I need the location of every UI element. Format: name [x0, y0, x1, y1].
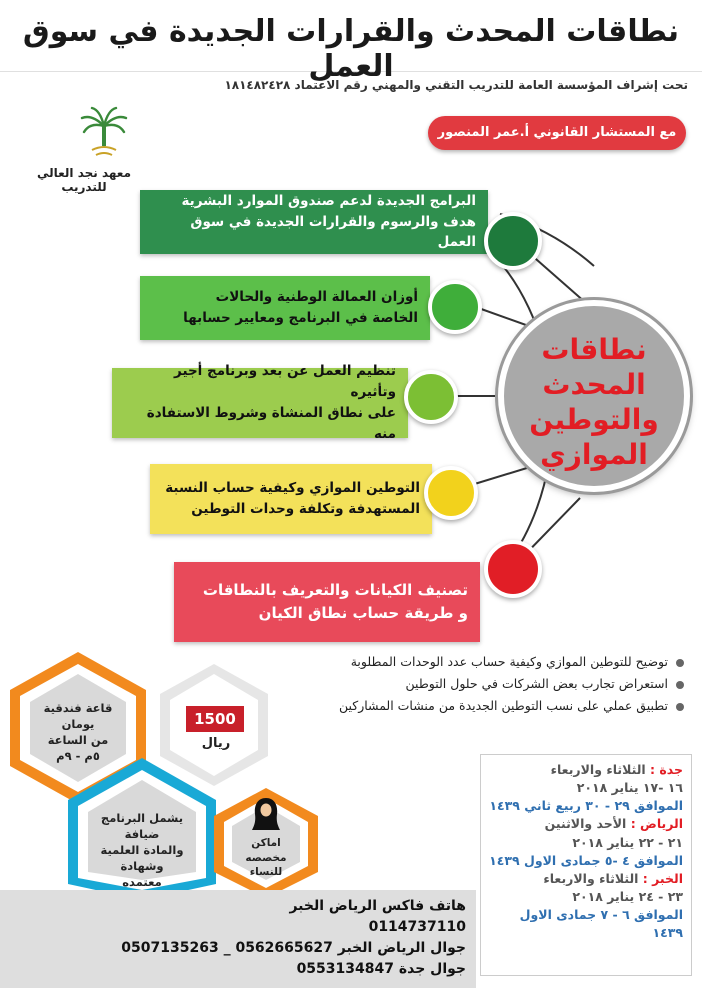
palm-tree-logo-icon — [78, 104, 130, 160]
phone-fax-number[interactable]: 0114737110 — [368, 919, 466, 935]
woman-icon — [250, 796, 282, 830]
schedule-riyadh-heading: الرياض : الأحد والاثنين — [544, 816, 683, 832]
center-line-2: المحدث — [542, 368, 646, 401]
institute-name: معهد نجد العالي للتدريب — [36, 166, 132, 194]
topic-2-line-2: الخاصة في البرنامج ومعايير حسابها — [183, 310, 418, 326]
topic-box-4 — [150, 464, 432, 534]
price-badge: 1500 — [186, 706, 244, 732]
contact-label: هاتف فاكس الرياض الخبر — [289, 898, 466, 914]
topic-box-2 — [140, 276, 430, 340]
schedule-khobar-hijri: الموافق ٦ - ٧ جمادى الاول ١٤٣٩ — [519, 907, 683, 941]
topic-5-line-1: تصنيف الكيانات والتعريف بالنطاقات — [202, 580, 468, 599]
mobile-line — [110, 938, 466, 959]
topic-1-line-2: هدف والرسوم والقرارات الجديدة في سوق العمل — [190, 213, 476, 251]
venue-line-2: من الساعة — [47, 733, 109, 748]
topic-4-line-2: المستهدفة وتكلفة وحدات التوطين — [191, 501, 420, 517]
women-label — [230, 836, 302, 880]
topic-dot-3 — [404, 370, 458, 424]
schedule-riyadh-date: ٢١ - ٢٢ يناير ٢٠١٨ — [572, 834, 683, 850]
center-title — [508, 332, 680, 472]
jeddah-label: جوال جدة — [398, 961, 466, 977]
schedule-khobar-date: ٢٣ - ٢٤ يناير ٢٠١٨ — [572, 888, 683, 904]
venue-line-1: قاعة فندقية يومان — [43, 701, 113, 732]
women-line-1: اماكن مخصصه — [245, 837, 287, 864]
schedule-jeddah-heading: جدة : الثلاثاء والاربعاء — [550, 762, 683, 777]
includes-line-3: معتمده — [122, 875, 162, 890]
contact-info — [110, 896, 466, 980]
topic-5-line-2: و طريقة حساب نطاق الكيان — [258, 604, 468, 622]
topic-box-5 — [174, 562, 480, 642]
center-line-4: الموازي — [540, 438, 648, 471]
includes-label — [94, 810, 190, 890]
topic-box-3 — [112, 363, 408, 442]
venue-line-3: ٥م - ٩م — [56, 749, 100, 764]
schedule-khobar-heading: الخبر : الثلاثاء والاربعاء — [543, 870, 683, 886]
topic-dot-4 — [424, 466, 478, 520]
schedule-riyadh-hijri: الموافق ٤ -٥ جمادى الاول ١٤٣٩ — [489, 852, 683, 868]
topic-box-1 — [140, 190, 488, 254]
mobile-number-1[interactable]: 0562665627 — [235, 940, 333, 956]
mobile-separator: _ — [223, 940, 231, 956]
price-currency: ريال — [201, 736, 231, 751]
topic-3-line-1: تنظيم العمل عن بعد وبرنامج أجير وتأثيره — [174, 363, 396, 401]
includes-line-1: يشمل البرنامج ضيافة — [100, 811, 184, 842]
list-item: تطبيق عملي على نسب التوطين الجديدة من منشات المشاركين — [290, 698, 686, 713]
includes-line-2: والمادة العلمية وشهادة — [100, 843, 184, 874]
supervision-note: تحت إشراف المؤسسة العامة للتدريب التقني والمهني رقم الاعتماد ١٨١٤٨٢٤٢٨ — [224, 78, 688, 92]
page-title: نطاقات المحدث والقرارات الجديدة في سوق العمل — [22, 14, 680, 84]
list-item: توضيح للتوطين الموازي وكيفية حساب عدد الوحدات المطلوبة — [290, 654, 686, 669]
women-line-2: للنساء — [249, 866, 283, 879]
topic-3-line-2: على نطاق المنشاة وشروط الاستفادة منه — [146, 405, 396, 442]
mobile-number-2[interactable]: 0507135263 — [121, 940, 219, 956]
mobile-label: جوال الرياض الخبر — [337, 940, 466, 956]
topic-4-line-1: التوطين الموازي وكيفية حساب النسبة — [165, 480, 420, 497]
topic-2-line-1: أوزان العمالة الوطنية والحالات — [215, 289, 418, 306]
consultant-badge: مع المستشار القانوني أ.عمر المنصور — [428, 116, 686, 150]
topic-dot-2 — [428, 280, 482, 334]
list-item: استعراض تجارب بعض الشركات في حلول التوطين — [290, 676, 686, 691]
topic-1-line-1: البرامج الجديدة لدعم صندوق الموارد البشرية — [181, 192, 476, 209]
center-line-1: نطاقات — [541, 333, 647, 366]
center-line-3: والتوطين — [529, 403, 659, 436]
jeddah-mobile-number[interactable]: 0553134847 — [296, 961, 394, 977]
schedule-jeddah-hijri: الموافق ٢٩ - ٣٠ ربيع ثاني ١٤٣٩ — [489, 798, 683, 814]
jeddah-line — [110, 959, 466, 980]
venue-label — [30, 700, 126, 764]
schedule-box — [480, 754, 692, 976]
topic-dot-1 — [484, 212, 542, 270]
schedule-jeddah-date: ١٦ -١٧ يناير ٢٠١٨ — [576, 780, 683, 796]
topic-dot-5 — [484, 540, 542, 598]
